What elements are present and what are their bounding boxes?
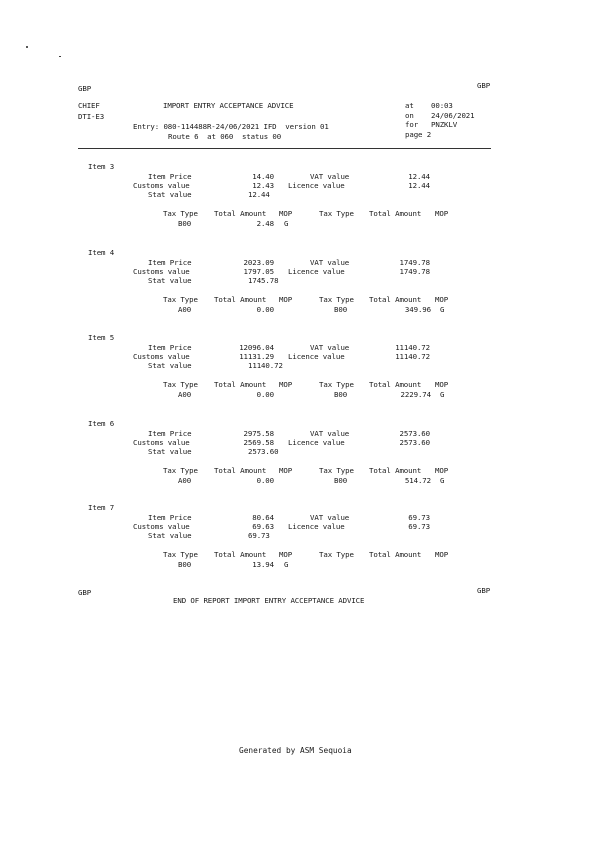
customs-value-value: 2569.58 — [243, 438, 274, 447]
licence-value-value: 12.44 — [408, 181, 430, 190]
item-price-label: Item Price — [148, 513, 192, 522]
tax-amount-left: 0.00 — [256, 390, 274, 399]
tax-amount-right: 2229.74 — [400, 390, 431, 399]
vat-value-label: VAT value — [310, 258, 350, 267]
customs-value-value: 1797.05 — [243, 267, 274, 276]
footer-gbp-right: GBP — [477, 586, 491, 595]
item-label: Item 4 — [88, 248, 115, 257]
mop-header: MOP — [279, 550, 293, 559]
customs-value-value: 12.43 — [252, 181, 274, 190]
tax-type-header: Tax Type — [163, 466, 198, 475]
on-label: on — [405, 111, 414, 120]
tax-type-right: B00 — [334, 390, 348, 399]
header-gbp-left: GBP — [78, 84, 92, 93]
licence-value-value: 69.73 — [408, 522, 430, 531]
customs-value-label: Customs value — [133, 181, 190, 190]
mop-header: MOP — [279, 380, 293, 389]
customs-value-label: Customs value — [133, 352, 190, 361]
on-value: 24/06/2021 — [431, 111, 475, 120]
footer-gbp-left: GBP — [78, 588, 92, 597]
page-number: page 2 — [405, 130, 432, 139]
item-label: Item 5 — [88, 333, 115, 342]
mop-header: MOP — [279, 209, 293, 218]
route-line: Route 6 at 060 status 00 — [168, 132, 282, 141]
at-value: 00:03 — [431, 101, 453, 110]
vat-value-value: 1749.78 — [399, 258, 430, 267]
header-rule — [78, 148, 491, 149]
tax-mop-right: G — [440, 476, 445, 485]
stat-value-label: Stat value — [148, 361, 192, 370]
header-gbp-right: GBP — [477, 81, 491, 90]
mop-header: MOP — [279, 466, 293, 475]
tax-type-left: A00 — [178, 476, 192, 485]
for-value: PNZKLV — [431, 120, 458, 129]
mop-header: MOP — [435, 550, 449, 559]
vat-value-value: 12.44 — [408, 172, 430, 181]
total-amount-header: Total Amount — [214, 295, 267, 304]
mop-header: MOP — [279, 295, 293, 304]
stat-value-value: 2573.60 — [248, 447, 279, 456]
item-price-label: Item Price — [148, 343, 192, 352]
item-label: Item 7 — [88, 503, 115, 512]
licence-value-value: 11140.72 — [395, 352, 430, 361]
customs-value-label: Customs value — [133, 267, 190, 276]
item-price-value: 14.40 — [252, 172, 274, 181]
tax-type-header: Tax Type — [319, 380, 354, 389]
tax-amount-left: 13.94 — [252, 560, 274, 569]
item-price-label: Item Price — [148, 429, 192, 438]
vat-value-label: VAT value — [310, 172, 350, 181]
item-price-value: 12096.04 — [239, 343, 274, 352]
vat-value-value: 2573.60 — [399, 429, 430, 438]
stat-value-label: Stat value — [148, 276, 192, 285]
mop-header: MOP — [435, 295, 449, 304]
report-title: IMPORT ENTRY ACCEPTANCE ADVICE — [163, 101, 294, 110]
licence-value-value: 2573.60 — [399, 438, 430, 447]
at-label: at — [405, 101, 414, 110]
total-amount-header: Total Amount — [369, 295, 422, 304]
mop-header: MOP — [435, 466, 449, 475]
vat-value-label: VAT value — [310, 513, 350, 522]
stat-value-label: Stat value — [148, 531, 192, 540]
licence-value-label: Licence value — [288, 181, 345, 190]
item-price-label: Item Price — [148, 258, 192, 267]
tax-type-header: Tax Type — [163, 550, 198, 559]
tax-mop-right: G — [440, 390, 445, 399]
tax-type-header: Tax Type — [163, 209, 198, 218]
generated-by: Generated by ASM Sequoia — [239, 746, 352, 755]
customs-value-value: 69.63 — [252, 522, 274, 531]
mop-header: MOP — [435, 209, 449, 218]
customs-value-value: 11131.29 — [239, 352, 274, 361]
tax-type-left: B00 — [178, 560, 192, 569]
tax-amount-right: 514.72 — [404, 476, 431, 485]
total-amount-header: Total Amount — [214, 550, 267, 559]
licence-value-label: Licence value — [288, 267, 345, 276]
end-of-report: END OF REPORT IMPORT ENTRY ACCEPTANCE ADVICE — [173, 596, 365, 605]
item-label: Item 3 — [88, 162, 115, 171]
item-price-value: 80.64 — [252, 513, 274, 522]
item-price-label: Item Price — [148, 172, 192, 181]
tax-type-header: Tax Type — [319, 550, 354, 559]
licence-value-value: 1749.78 — [399, 267, 430, 276]
stat-value-label: Stat value — [148, 190, 192, 199]
stat-value-value: 12.44 — [248, 190, 270, 199]
stat-value-value: 11140.72 — [248, 361, 283, 370]
licence-value-label: Licence value — [288, 438, 345, 447]
tax-mop-right: G — [440, 305, 445, 314]
tax-type-left: B00 — [178, 219, 192, 228]
stat-value-value: 1745.78 — [248, 276, 279, 285]
total-amount-header: Total Amount — [369, 550, 422, 559]
total-amount-header: Total Amount — [214, 380, 267, 389]
total-amount-header: Total Amount — [369, 466, 422, 475]
for-label: for — [405, 120, 419, 129]
tax-amount-left: 0.00 — [256, 305, 274, 314]
item-price-value: 2975.58 — [243, 429, 274, 438]
tax-type-header: Tax Type — [163, 295, 198, 304]
item-price-value: 2023.09 — [243, 258, 274, 267]
vat-value-label: VAT value — [310, 343, 350, 352]
scan-speck — [26, 46, 28, 48]
tax-amount-left: 2.48 — [256, 219, 274, 228]
tax-type-header: Tax Type — [319, 209, 354, 218]
tax-type-left: A00 — [178, 390, 192, 399]
vat-value-value: 11140.72 — [395, 343, 430, 352]
licence-value-label: Licence value — [288, 522, 345, 531]
mop-header: MOP — [435, 380, 449, 389]
tax-amount-left: 0.00 — [256, 476, 274, 485]
total-amount-header: Total Amount — [214, 466, 267, 475]
tax-type-right: B00 — [334, 476, 348, 485]
licence-value-label: Licence value — [288, 352, 345, 361]
vat-value-label: VAT value — [310, 429, 350, 438]
tax-type-header: Tax Type — [163, 380, 198, 389]
tax-type-header: Tax Type — [319, 466, 354, 475]
stat-value-value: 69.73 — [248, 531, 270, 540]
tax-amount-right: 349.96 — [404, 305, 431, 314]
tax-type-left: A00 — [178, 305, 192, 314]
item-label: Item 6 — [88, 419, 115, 428]
entry-line: Entry: 080-114488R-24/06/2021 IFD version 01 — [133, 122, 329, 131]
header-chief: CHIEF — [78, 101, 100, 110]
tax-type-right: B00 — [334, 305, 348, 314]
header-dti: DTI-E3 — [78, 112, 105, 121]
total-amount-header: Total Amount — [369, 380, 422, 389]
customs-value-label: Customs value — [133, 522, 190, 531]
vat-value-value: 69.73 — [408, 513, 430, 522]
stat-value-label: Stat value — [148, 447, 192, 456]
customs-value-label: Customs value — [133, 438, 190, 447]
tax-mop-left: G — [284, 219, 289, 228]
total-amount-header: Total Amount — [369, 209, 422, 218]
scan-speck — [59, 56, 61, 57]
tax-type-header: Tax Type — [319, 295, 354, 304]
tax-mop-left: G — [284, 560, 289, 569]
total-amount-header: Total Amount — [214, 209, 267, 218]
